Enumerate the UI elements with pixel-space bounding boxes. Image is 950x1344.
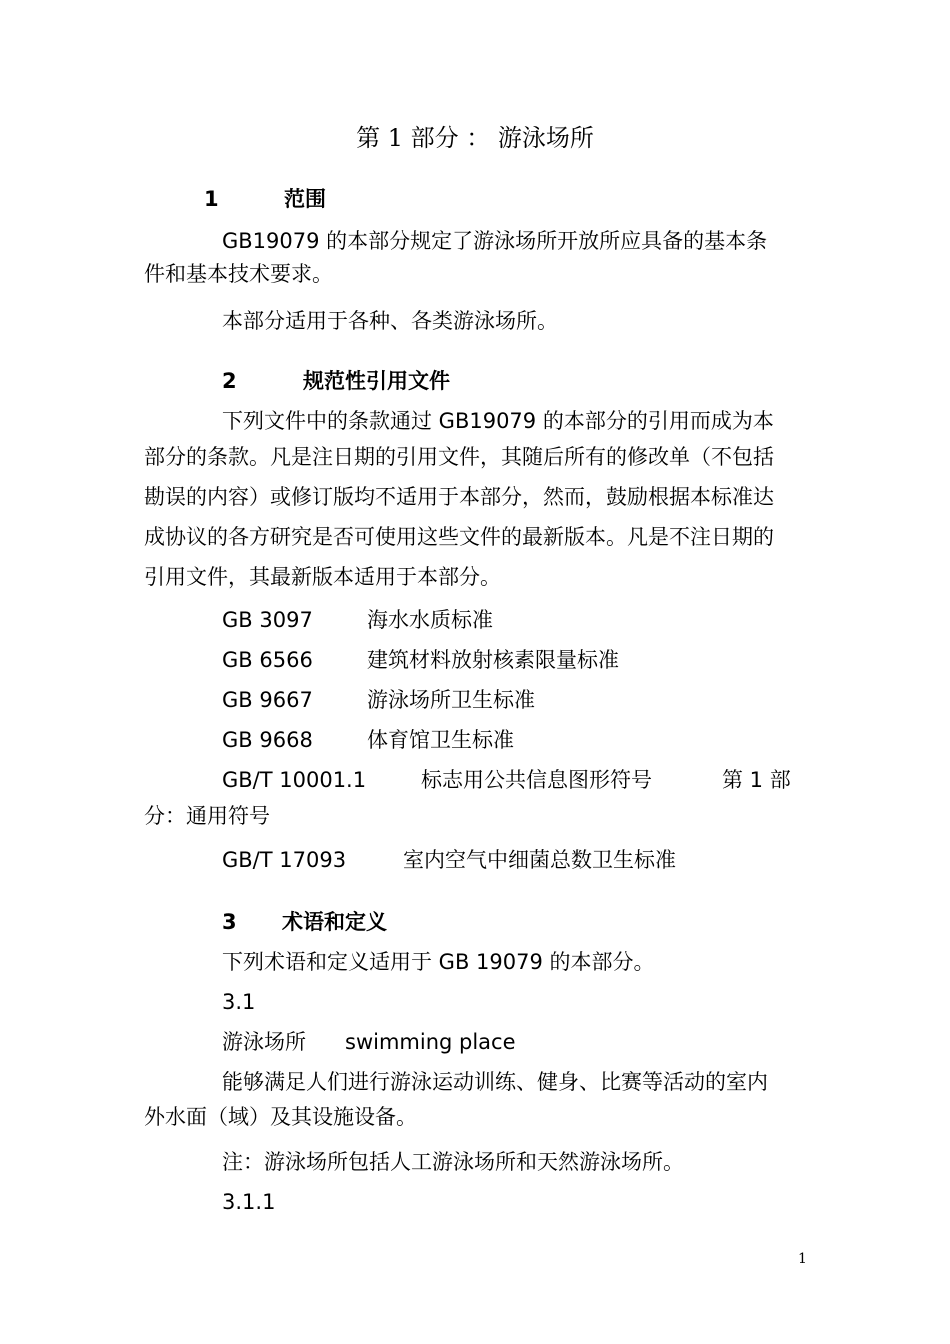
reference-gb3097 [222,605,782,635]
section-1-paragraph-1-line-1: GB19079 的本部分规定了游泳场所开放所应具备的基本条 [222,229,768,253]
reference-part: 第 1 部 [722,768,791,792]
reference-code: GB 9668 [222,728,313,752]
reference-gbt10001-continued: 分：通用符号 [144,804,270,828]
section-2-title: 规范性引用文件 [303,369,450,393]
reference-code: GB/T 10001.1 [222,768,367,792]
section-3-title: 术语和定义 [282,910,387,934]
section-2-paragraph-line-4: 成协议的各方研究是否可使用这些文件的最新版本。凡是不注日期的 [144,525,774,549]
section-3-heading [222,907,522,937]
reference-title: 海水水质标准 [367,608,493,632]
reference-title: 体育馆卫生标准 [367,728,514,752]
term-name-en: swimming place [345,1030,516,1054]
reference-code: GB 9667 [222,688,313,712]
page-number: 1 [798,1251,807,1267]
reference-gbt10001 [222,765,822,795]
section-2-paragraph-line-2: 部分的条款。凡是注日期的引用文件，其随后所有的修改单（不包括 [144,445,774,469]
reference-code: GB 6566 [222,648,313,672]
reference-code: GB 3097 [222,608,313,632]
reference-title: 标志用公共信息图形符号 [421,768,652,792]
reference-gb9667 [222,685,782,715]
term-definition-line-2: 外水面（域）及其设施设备。 [144,1105,417,1129]
term-definition-line-1: 能够满足人们进行游泳运动训练、健身、比赛等活动的室内 [222,1070,768,1094]
term-note: 注：游泳场所包括人工游泳场所和天然游泳场所。 [222,1150,684,1174]
section-2-heading [222,366,522,396]
term-name-zh: 游泳场所 [222,1030,306,1054]
reference-title: 室内空气中细菌总数卫生标准 [403,848,676,872]
reference-title: 游泳场所卫生标准 [367,688,535,712]
section-3-number: 3 [222,910,237,934]
section-2-paragraph-line-5: 引用文件，其最新版本适用于本部分。 [144,565,501,589]
section-3-intro: 下列术语和定义适用于 GB 19079 的本部分。 [222,950,655,974]
section-2-paragraph-line-3: 勘误的内容）或修订版均不适用于本部分，然而，鼓励根据本标准达 [144,485,774,509]
term-number: 3.1 [222,990,256,1014]
subterm-number: 3.1.1 [222,1190,276,1214]
reference-gb6566 [222,645,782,675]
section-1-heading [204,184,404,214]
reference-title: 建筑材料放射核素限量标准 [367,648,619,672]
section-1-number: 1 [204,187,219,211]
reference-gb9668 [222,725,782,755]
reference-code: GB/T 17093 [222,848,347,872]
page-title: 第 1 部分 ： 游泳场所 [356,124,594,152]
section-1-paragraph-2: 本部分适用于各种、各类游泳场所。 [222,309,558,333]
reference-gbt17093 [222,845,782,875]
section-1-title: 范围 [284,187,326,211]
section-2-number: 2 [222,369,237,393]
section-2-paragraph-line-1: 下列文件中的条款通过 GB19079 的本部分的引用而成为本 [222,409,774,433]
section-1-paragraph-1-line-2: 件和基本技术要求。 [144,262,333,286]
term-heading [222,1027,622,1057]
